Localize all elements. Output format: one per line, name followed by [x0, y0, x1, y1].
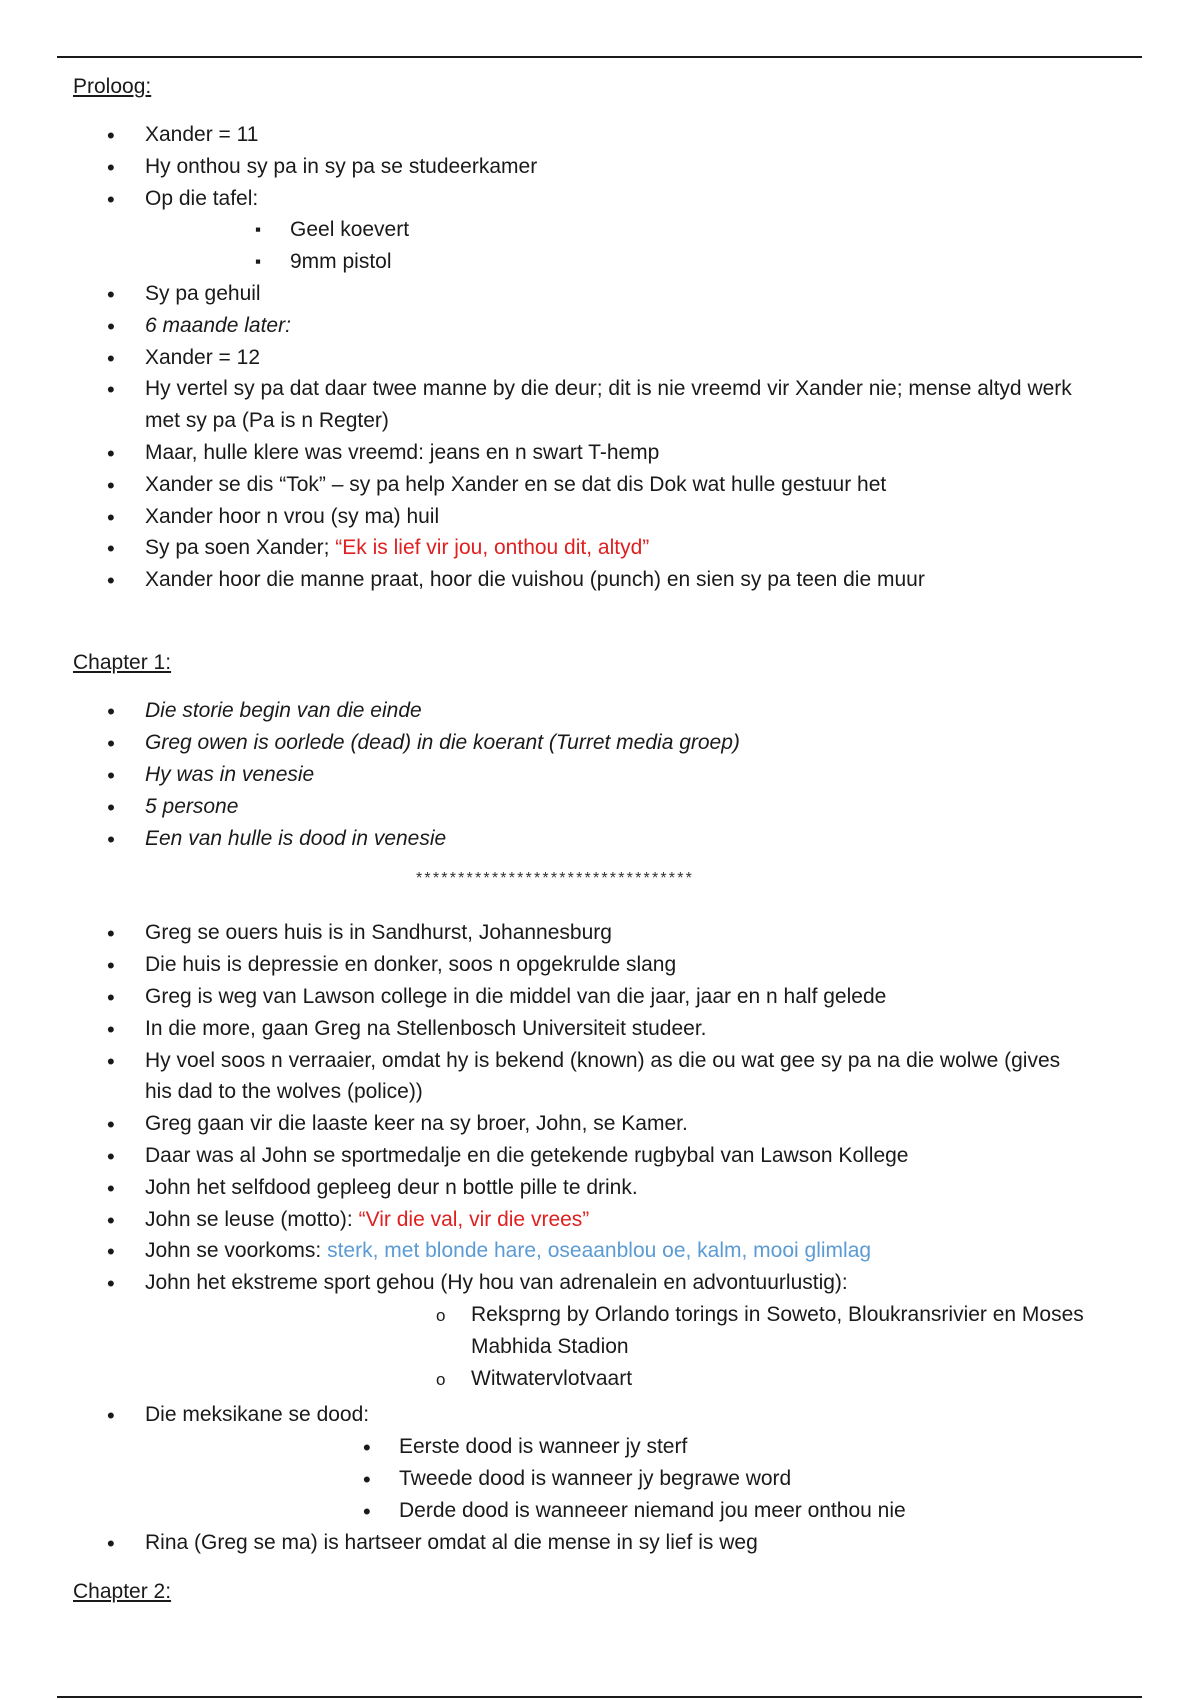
list-item: • Die storie begin van die einde	[145, 699, 422, 723]
list-item: • Maar, hulle klere was vreemd: jeans en n swart T-hemp	[145, 441, 659, 465]
list-item: • Xander = 11	[145, 123, 258, 147]
list-item: • Xander hoor n vrou (sy ma) huil	[145, 505, 439, 529]
sub-list-item: • Eerste dood is wanneer jy sterf	[399, 1435, 687, 1459]
sub-list-item: o Reksprng by Orlando torings in Soweto, Bloukransrivier en Moses	[471, 1303, 1084, 1327]
sub-list-item: ▪ Geel koevert	[290, 218, 409, 242]
list-item: • John het selfdood gepleeg deur n bottle pille te drink.	[145, 1176, 638, 1200]
list-item: • Sy pa gehuil	[145, 282, 261, 306]
sub-list-item: • Tweede dood is wanneer jy begrawe word	[399, 1467, 791, 1491]
sub-list-item-continuation: Mabhida Stadion	[471, 1335, 629, 1358]
motto-quote: “Vir die val, vir die vrees”	[358, 1208, 590, 1231]
looks-prefix: John se voorkoms:	[145, 1239, 328, 1262]
list-item: • Xander se dis “Tok” – sy pa help Xander en se dat dis Dok wat hulle gestuur het	[145, 473, 886, 497]
list-item: • Rina (Greg se ma) is hartseer omdat al die mense in sy lief is weg	[145, 1531, 758, 1555]
list-item: • Greg gaan vir die laaste keer na sy broer, John, se Kamer.	[145, 1112, 688, 1136]
list-item: • Hy voel soos n verraaier, omdat hy is bekend (known) as die ou wat gee sy pa na die wolwe (gives	[145, 1049, 1060, 1073]
kiss-quote: “Ek is lief vir jou, onthou dit, altyd”	[335, 536, 650, 559]
list-item: • Hy was in venesie	[145, 763, 314, 787]
list-item: • Greg is weg van Lawson college in die middel van die jaar, jaar en n half gelede	[145, 985, 886, 1009]
sub-list-item: • Derde dood is wanneeer niemand jou meer onthou nie	[399, 1499, 906, 1523]
list-item: • Die huis is depressie en donker, soos n opgekrulde slang	[145, 953, 676, 977]
section-separator: *********************************	[416, 870, 695, 887]
list-item: • Op die tafel:	[145, 187, 258, 211]
list-item: • Hy onthou sy pa in sy pa se studeerkamer	[145, 155, 537, 179]
list-item: • Daar was al John se sportmedalje en die getekende rugbybal van Lawson Kollege	[145, 1144, 909, 1168]
list-item-continuation: met sy pa (Pa is n Regter)	[145, 409, 389, 432]
list-item	[145, 536, 649, 560]
kiss-prefix: Sy pa soen Xander;	[145, 536, 336, 559]
chapter1-heading: Chapter 1:	[73, 651, 172, 674]
list-item-continuation: his dad to the wolves (police))	[145, 1080, 423, 1103]
list-item: • Een van hulle is dood in venesie	[145, 827, 446, 851]
list-item: • 6 maande later:	[145, 314, 291, 338]
list-item: • Hy vertel sy pa dat daar twee manne by die deur; dit is nie vreemd vir Xander nie; mense altyd werk	[145, 377, 1072, 401]
list-item: • Die meksikane se dood:	[145, 1403, 369, 1427]
sub-list-item: o Witwatervlotvaart	[471, 1367, 632, 1391]
list-item: • Greg owen is oorlede (dead) in die koerant (Turret media groep)	[145, 731, 740, 755]
sub-list-item: ▪ 9mm pistol	[290, 250, 392, 274]
list-item: • Xander = 12	[145, 346, 260, 370]
motto-prefix: John se leuse (motto):	[145, 1208, 359, 1231]
list-item: • Greg se ouers huis is in Sandhurst, Johannesburg	[145, 921, 612, 945]
list-item: • Xander hoor die manne praat, hoor die vuishou (punch) en sien sy pa teen die muur	[145, 568, 925, 592]
list-item: • John het ekstreme sport gehou (Hy hou van adrenalein en advontuurlustig):	[145, 1271, 848, 1295]
looks-description: sterk, met blonde hare, oseaanblou oe, kalm, mooi glimlag	[327, 1239, 872, 1262]
list-item: • 5 persone	[145, 795, 238, 819]
list-item	[145, 1208, 589, 1232]
prologue-heading: Proloog:	[73, 75, 152, 98]
bottom-rule	[57, 1696, 1142, 1698]
list-item: • In die more, gaan Greg na Stellenbosch Universiteit studeer.	[145, 1017, 706, 1041]
chapter2-heading: Chapter 2:	[73, 1580, 172, 1603]
list-item	[145, 1239, 871, 1263]
